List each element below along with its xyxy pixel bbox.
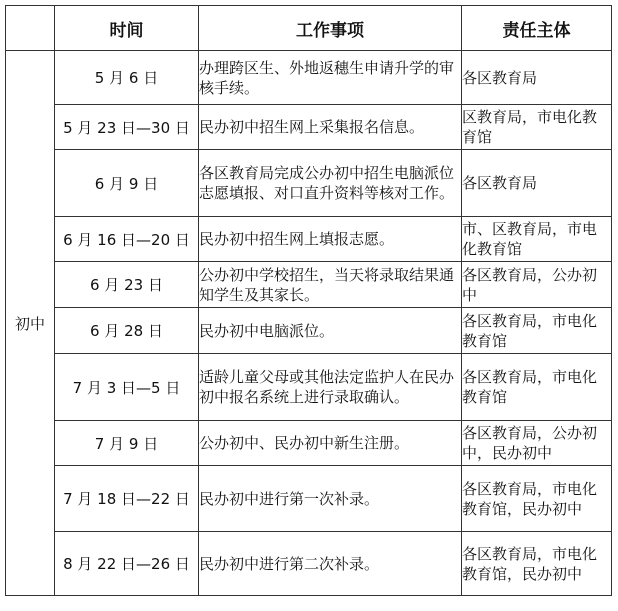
owner-cell: 各区教育局，市电化教育馆 (462, 308, 612, 354)
task-cell: 适龄儿童父母或其他法定监护人在民办初中报名系统上进行录取确认。 (199, 354, 462, 421)
category-cell: 初中 (6, 51, 55, 596)
time-cell: 8 月 22 日—26 日 (55, 532, 199, 596)
table-row (6, 105, 612, 150)
header-task: 工作事项 (199, 6, 462, 51)
owner-cell: 区教育局，市电化教育馆 (462, 105, 612, 150)
time-cell: 6 月 28 日 (55, 308, 199, 354)
task-cell: 公办初中学校招生，当天将录取结果通知学生及其家长。 (199, 262, 462, 308)
owner-cell: 各区教育局 (462, 150, 612, 217)
table-row (6, 466, 612, 532)
schedule-table (5, 5, 612, 596)
owner-cell: 各区教育局，市电化教育馆 (462, 354, 612, 421)
time-cell: 7 月 18 日—22 日 (55, 466, 199, 532)
time-cell: 5 月 23 日—30 日 (55, 105, 199, 150)
task-cell: 各区教育局完成公办初中招生电脑派位志愿填报、对口直升资料等核对工作。 (199, 150, 462, 217)
table-row (6, 421, 612, 466)
owner-cell: 各区教育局，市电化教育馆，民办初中 (462, 532, 612, 596)
owner-cell: 各区教育局，市电化教育馆，民办初中 (462, 466, 612, 532)
header-time: 时间 (55, 6, 199, 51)
owner-cell: 各区教育局，公办初中 (462, 262, 612, 308)
task-cell: 民办初中进行第一次补录。 (199, 466, 462, 532)
table-row (6, 150, 612, 217)
task-cell: 民办初中招生网上采集报名信息。 (199, 105, 462, 150)
header-row (6, 6, 612, 51)
time-cell: 6 月 23 日 (55, 262, 199, 308)
task-cell: 民办初中招生网上填报志愿。 (199, 217, 462, 262)
table-row (6, 308, 612, 354)
owner-cell: 各区教育局 (462, 51, 612, 105)
table-row (6, 51, 612, 105)
table-row (6, 354, 612, 421)
table-row (6, 532, 612, 596)
header-owner: 责任主体 (462, 6, 612, 51)
time-cell: 5 月 6 日 (55, 51, 199, 105)
time-cell: 6 月 9 日 (55, 150, 199, 217)
task-cell: 办理跨区生、外地返穗生申请升学的审核手续。 (199, 51, 462, 105)
time-cell: 7 月 9 日 (55, 421, 199, 466)
table-row (6, 217, 612, 262)
owner-cell: 各区教育局，公办初中，民办初中 (462, 421, 612, 466)
task-cell: 公办初中、民办初中新生注册。 (199, 421, 462, 466)
task-cell: 民办初中电脑派位。 (199, 308, 462, 354)
table-row (6, 262, 612, 308)
time-cell: 7 月 3 日—5 日 (55, 354, 199, 421)
owner-cell: 市、区教育局，市电化教育馆 (462, 217, 612, 262)
task-cell: 民办初中进行第二次补录。 (199, 532, 462, 596)
header-category-cell (6, 6, 55, 51)
time-cell: 6 月 16 日—20 日 (55, 217, 199, 262)
